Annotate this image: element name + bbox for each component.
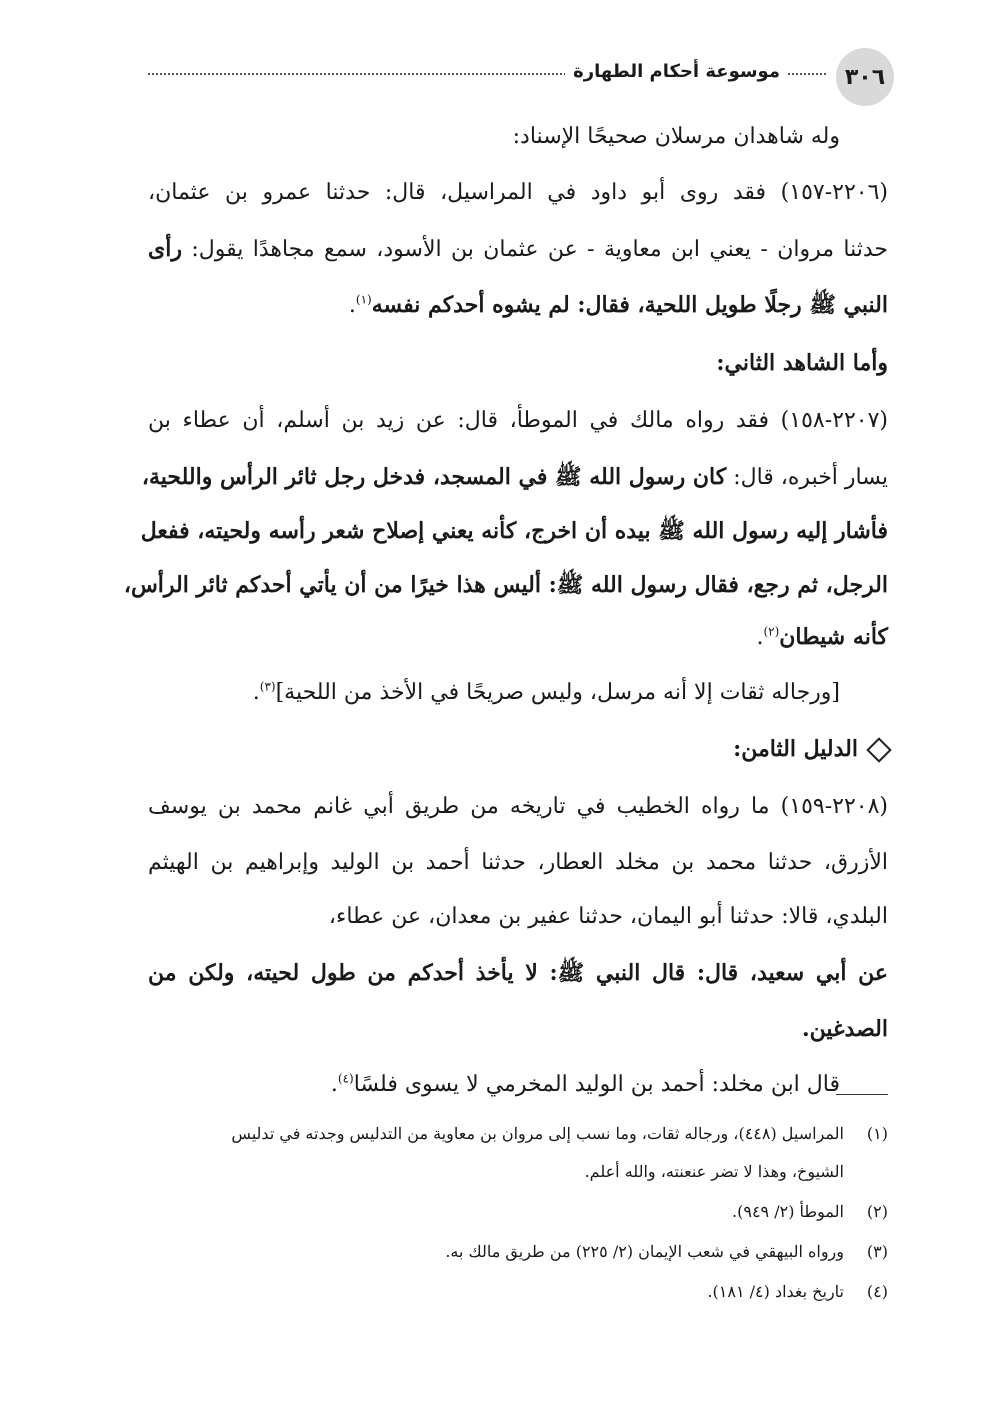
text-line [148, 948, 888, 998]
line-text: وله شاهدان مرسلان صحيحًا الإسناد: [512, 124, 840, 149]
line-text: يسار أخبره، قال: [726, 465, 888, 490]
footnote [148, 1117, 888, 1151]
diamond-bullet-icon [866, 737, 891, 762]
subheading-text: وأما الشاهد الثاني: [716, 350, 888, 376]
footnote-text: ورواه البيهقي في شعب الإيمان (٢/ ٢٢٥) من طريق مالك به. [445, 1242, 844, 1261]
bold-text: عن أبي سعيد، قال: قال النبي ﷺ: لا يأخذ أحدكم من طول لحيته، ولكن من [148, 960, 888, 986]
text-line [148, 612, 888, 662]
bold-text: الصدغين. [802, 1016, 888, 1042]
text-line [141, 452, 888, 502]
footnote-text: المراسيل (٤٤٨)، ورجاله ثقات، وما نسب إلى مروان بن معاوية من التدليس وجدته في تدليس [231, 1124, 844, 1143]
punctuation: . [756, 625, 764, 650]
text-line [148, 1004, 888, 1054]
book-title: موسوعة أحكام الطهارة [565, 61, 788, 82]
line-text: البلدي، قالا: حدثنا أبو اليمان، حدثنا عفير بن معدان، عن عطاء، [328, 904, 888, 929]
footnote-number: (٤) [866, 1282, 888, 1301]
text-line [148, 782, 888, 832]
footnote-continuation [148, 1155, 844, 1189]
footnote-ref[interactable]: (٤) [337, 1071, 354, 1086]
page-header [148, 40, 888, 104]
bold-text: كان رسول الله ﷺ في المسجد، فدخل رجل ثائر الرأس واللحية، [141, 464, 727, 490]
footnote [148, 1235, 888, 1269]
text-line [148, 396, 888, 446]
footnote-number: (١) [866, 1124, 888, 1143]
line-text: (٢٢٠٨-١٥٩) ما رواه الخطيب في تاريخه من طريق أبي غانم محمد بن يوسف [148, 794, 888, 819]
section-heading [148, 724, 888, 774]
bold-text: رأى [148, 236, 182, 262]
page-number: ٣٠٦ [836, 48, 894, 106]
text-line [148, 1060, 840, 1110]
line-text: (٢٢٠٧-١٥٨) فقد رواه مالك في الموطأ، قال: عن زيد بن أسلم، أن عطاء بن [148, 408, 888, 433]
text-line [148, 224, 888, 274]
text-line [148, 838, 888, 888]
text-line [148, 112, 840, 162]
bold-text: الرجل، ثم رجع، فقال رسول الله ﷺ: أليس هذا خيرًا من أن يأتي أحدكم ثائر الرأس، [123, 572, 888, 598]
footnote-ref[interactable]: (١) [355, 292, 372, 307]
footnote [148, 1275, 888, 1309]
page [123, 40, 888, 1301]
text-line [148, 668, 840, 718]
text-line [148, 280, 888, 330]
line-text: [ورجاله ثقات إلا أنه مرسل، وليس صريحًا في الأخذ من اللحية] [275, 680, 840, 705]
line-text: قال ابن مخلد: أحمد بن الوليد المخرمي لا يسوى فلسًا [353, 1072, 840, 1097]
footnote-number: (٢) [866, 1202, 888, 1221]
footnote-text: تاريخ بغداد (٤/ ١٨١). [707, 1282, 844, 1301]
section-heading-text: الدليل الثامن: [733, 736, 858, 762]
footnote-number: (٣) [866, 1242, 888, 1261]
line-text: (٢٢٠٦-١٥٧) فقد روى أبو داود في المراسيل، قال: حدثنا عمرو بن عثمان، [148, 180, 888, 205]
bold-text: النبي ﷺ رجلًا طويل اللحية، فقال: لم يشوه أحدكم نفسه [371, 292, 888, 318]
text-line [140, 506, 888, 556]
line-text: الأزرق، حدثنا محمد بن مخلد العطار، حدثنا أحمد بن الوليد وإبراهيم بن الهيثم [148, 850, 888, 875]
punctuation: . [252, 680, 260, 705]
text-line [148, 892, 888, 942]
footnote-text: الموطأ (٢/ ٩٤٩). [732, 1202, 844, 1221]
text-line [123, 560, 888, 610]
footnote-ref[interactable]: (٣) [259, 679, 276, 694]
footnote [148, 1195, 888, 1229]
text-line [148, 168, 888, 218]
line-text: حدثنا مروان - يعني ابن معاوية - عن عثمان بن الأسود، سمع مجاهدًا يقول: [181, 237, 888, 262]
bold-text: فأشار إليه رسول الله ﷺ بيده أن اخرج، كأنه يعني إصلاح شعر رأسه ولحيته، ففعل [140, 518, 888, 544]
punctuation: . [348, 293, 356, 318]
footnote-text: الشيوخ، وهذا لا تضر عنعنته، والله أعلم. [584, 1162, 844, 1181]
footnote-ref[interactable]: (٢) [763, 624, 780, 639]
subheading [148, 338, 888, 388]
punctuation: . [330, 1072, 338, 1097]
footnote-separator [836, 1094, 888, 1095]
bold-text: كأنه شيطان [779, 624, 888, 650]
